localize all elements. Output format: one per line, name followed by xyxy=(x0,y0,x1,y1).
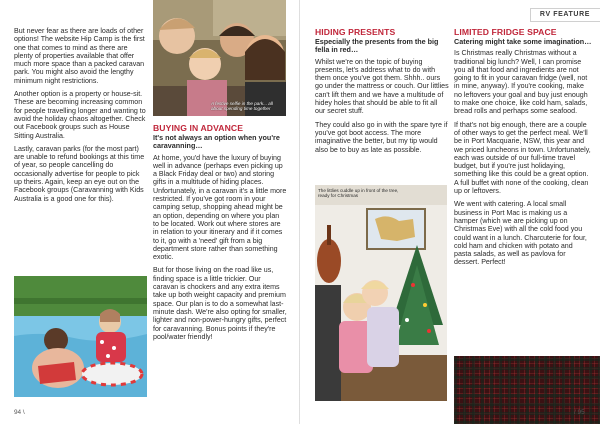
couch xyxy=(315,285,341,401)
hiding-paragraph-1: Whilst we're on the topic of buying presents, let's address what to do with them once you've got them. Shhh.. ours go under the mattress or couch. Our littlies can't lift them and we have a multitude of hidey holes that should be able to fit all our secret stuff. xyxy=(315,57,449,116)
buying-subhead: It's not always an option when you're caravanning… xyxy=(153,133,280,151)
right-column-2 xyxy=(454,27,592,272)
selfie-photo-illustration xyxy=(153,0,286,116)
christmas-tree-photo xyxy=(315,185,447,401)
left-column-2 xyxy=(153,123,287,346)
wall-guitar xyxy=(317,239,341,283)
girl-dress xyxy=(96,332,126,362)
page-number-right: / 95 xyxy=(574,409,585,416)
left-col1-paragraph-1: But never fear as there are loads of other options! The website Hip Camp is the first one that comes to mind as there are plenty of properties available that offer much more space than a packed caravan park. You might also avoid the lengthy minimum night restrictions. xyxy=(14,27,145,85)
fridge-heading: LIMITED FRIDGE SPACE xyxy=(454,27,557,37)
left-column-1 xyxy=(14,27,147,208)
selfie-photo xyxy=(153,0,286,116)
fridge-paragraph-2: If that's not big enough, there are a couple of other ways to get the perfect meal. We'll be in Port Macquarie, NSW, this year and we priced luncheons in town. Unfortunately, each was outside of our full-time travel budget, but if you're just holidaying, something like this could be a great option. A full buffet with none of the cooking, clean up or leftovers. xyxy=(454,120,591,196)
page-number-left: 94 \ xyxy=(14,409,25,416)
buying-paragraph-1: At home, you'd have the luxury of buying well in advance (perhaps even picking up a Black Friday deal or two) and storing gifts in a multitude of hiding places. Unfortunately, in a caravan it's a little more restricted. If you've got room in your camping setup, shopping ahead might be an option, depending on where you plan to be located. Work out where stores are in relation to your itinerary and if it comes to it, go with a 'need' gift from a big department store rather than something exotic. xyxy=(153,153,287,262)
lawn-background xyxy=(14,276,147,316)
selfie-caption: A festive selfie in the park... all about spending time together xyxy=(211,101,273,112)
hiding-heading: HIDING PRESENTS xyxy=(315,27,396,37)
hiding-subhead: Especially the presents from the big fella in red… xyxy=(315,37,439,55)
right-column-1 xyxy=(315,27,449,159)
fridge-paragraph-3: We went with catering. A local small business in Port Mac is making us a hamper (which we are picking up on Christmas Eve) with all the cold food you could want in a lunch. Charcuterie for four, cold ham and chicken with potato and pasta salads, as well as pavlova for dessert. Perfect! xyxy=(454,200,587,267)
fridge-subhead: Catering might take some imagination… xyxy=(454,37,592,46)
pool-photo-illustration xyxy=(14,276,147,397)
fridge-paragraph-1: Is Christmas really Christmas without a traditional big lunch? Well, I can promise you all that food and ingredients are not going to fit in your caravan fridge (well, not in mine, anyway). If you're cooking, make no leftovers your goal and buy just enough to make one choice, like cold ham, salads, bread rolls and perhaps some seafood. xyxy=(454,49,588,116)
christmas-tree-illustration xyxy=(315,185,447,401)
left-col1-paragraph-2: Another option is a property or house-sit. These are becoming increasing common for people travelling longer and wanting to avoid the holiday chaos altogether. Check out Facebook groups such as House Sitting Australia. xyxy=(14,90,146,140)
pool-photo xyxy=(14,276,147,397)
buying-heading: BUYING IN ADVANCE xyxy=(153,123,244,133)
left-col1-paragraph-3: Lastly, caravan parks (for the most part) are unable to refund bookings at this time of year, so people cancelling do occasionally advertise for people to pick up theirs. Again, keep an eye out on the Facebook groups (Caravanning with Kids Australia is a good one for this). xyxy=(14,144,145,203)
buying-paragraph-2: But for those living on the road like us, finding space is a little trickier. Our caravan is chockers and any extra items take up both weight capacity and premium space. Our plan is to do a somewhat last-minute dash. We're also opting for smaller, lighter and non-power-hungry gifts, perfect for caravanning. Bonus points if they're pool/water friendly! xyxy=(153,266,287,341)
child-pyjamas-2 xyxy=(367,307,399,367)
tree-caption: The littlies cuddle up in front of the tree, ready for Christmas xyxy=(318,188,399,199)
hiding-paragraph-2: They could also go in with the spare tyre if you've got boot access. The more imaginative the better, but my tip would also be to buy as late as possible. xyxy=(315,120,448,154)
feature-tab: RV FEATURE xyxy=(530,8,600,22)
